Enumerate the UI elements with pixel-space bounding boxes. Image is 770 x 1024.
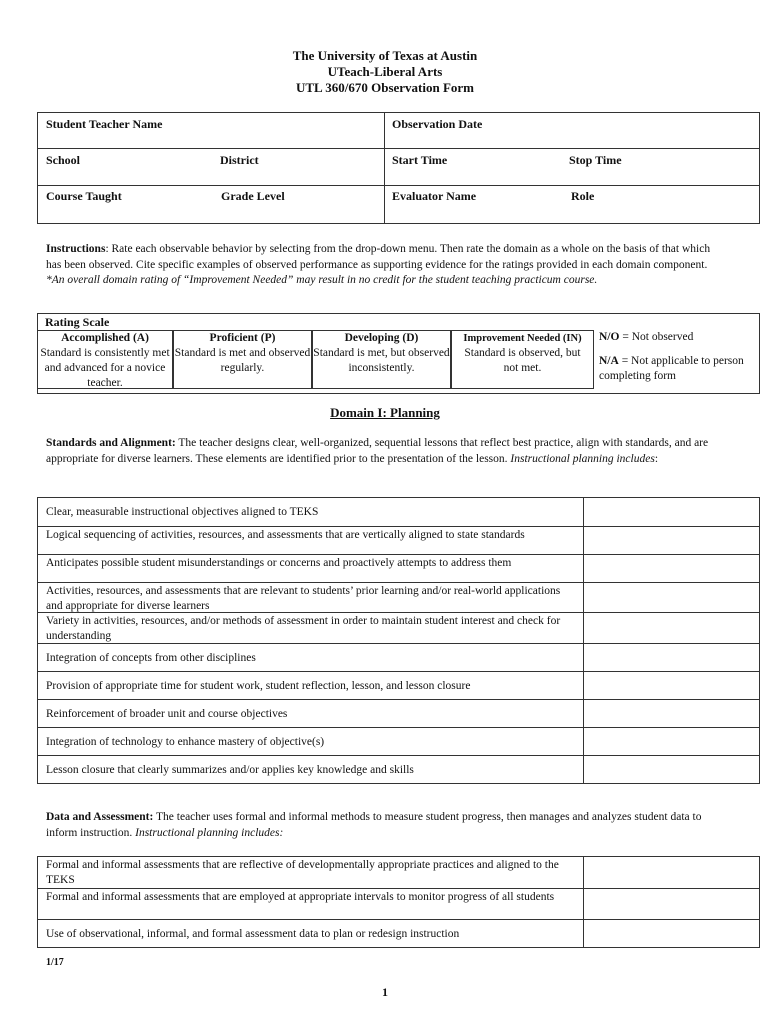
criteria-row	[38, 643, 759, 671]
role-field[interactable]: Role	[571, 189, 595, 203]
start-time-field[interactable]: Start Time	[392, 153, 448, 167]
page-number: 1	[382, 985, 388, 999]
instructions-note: *An overall domain rating of “Improvement Needed” may result in no credit for the student teaching practicum course.	[46, 274, 598, 286]
criteria-row	[38, 727, 759, 755]
criteria-row	[38, 671, 759, 699]
rating-dropdown[interactable]	[584, 920, 759, 947]
data-assessment-paragraph: Data and Assessment: The teacher uses formal and informal methods to measure student progress, then manages and analyzes student data to inform instruction. Instructional planning includes:	[46, 811, 702, 839]
rating-dropdown[interactable]	[584, 583, 759, 612]
evaluator-name-field[interactable]: Evaluator Name	[392, 189, 477, 203]
form-title: UTL 360/670 Observation Form	[295, 80, 475, 95]
rating-dropdown[interactable]	[584, 728, 759, 755]
criteria-text: Lesson closure that clearly summarizes and/or applies key knowledge and skills	[46, 764, 414, 776]
rating-dropdown[interactable]	[584, 857, 759, 888]
rating-dropdown[interactable]	[584, 527, 759, 554]
form-version: 1/17	[46, 957, 64, 968]
criteria-text: Activities, resources, and assessments that are relevant to students’ prior learning and/or real-world applications and appropriate for diverse learners	[46, 585, 561, 612]
criteria-text: Use of observational, informal, and formal assessment data to plan or redesign instruction	[46, 928, 460, 940]
criteria-row	[38, 526, 759, 554]
rating-scale-title: Rating Scale	[45, 315, 110, 329]
rating-na-legend: N/O = Not observed N/A = Not applicable to person completing form	[599, 331, 744, 382]
rating-proficient: Proficient (P) Standard is met and observed regularly.	[173, 330, 312, 389]
planning-criteria-table	[37, 497, 760, 784]
criteria-row	[38, 554, 759, 582]
criteria-row	[38, 612, 759, 643]
criteria-text: Logical sequencing of activities, resources, and assessments that are vertically aligned to state standards	[46, 529, 525, 541]
criteria-row	[38, 755, 759, 783]
observation-info-table	[37, 112, 760, 224]
rating-dropdown[interactable]	[584, 700, 759, 727]
criteria-row	[38, 498, 759, 526]
instructions-paragraph	[46, 242, 726, 289]
criteria-row	[38, 699, 759, 727]
rating-dropdown[interactable]	[584, 555, 759, 582]
rating-accomplished: Accomplished (A) Standard is consistently met and advanced for a novice teacher.	[38, 330, 173, 389]
rating-dropdown[interactable]	[584, 889, 759, 919]
domain-title: Domain I: Planning	[330, 405, 440, 420]
data-assessment-criteria-table	[37, 856, 760, 948]
criteria-text: Reinforcement of broader unit and course objectives	[46, 708, 288, 720]
observation-date-field[interactable]: Observation Date	[392, 117, 483, 131]
criteria-text: Clear, measurable instructional objectives aligned to TEKS	[46, 506, 319, 518]
criteria-text: Anticipates possible student misunderstandings or concerns and proactively attempts to address them	[46, 557, 512, 569]
criteria-row	[38, 582, 759, 612]
school-field[interactable]: School	[46, 153, 81, 167]
student-teacher-name-field[interactable]: Student Teacher Name	[46, 117, 163, 131]
rating-dropdown[interactable]	[584, 756, 759, 783]
instructions-text: : Rate each observable behavior by selecting from the drop-down menu. Then rate the domain as a whole on the basis of that which has been observed. Cite specific examples of observed performance as supporting evidence for the ratings provided in each domain component.	[46, 243, 711, 271]
stop-time-field[interactable]: Stop Time	[569, 153, 622, 167]
rating-developing: Developing (D) Standard is met, but observed inconsistently.	[312, 330, 451, 389]
rating-dropdown[interactable]	[584, 613, 759, 643]
grade-level-field[interactable]: Grade Level	[221, 189, 285, 203]
criteria-text: Variety in activities, resources, and/or methods of assessment in order to maintain student interest and check for understanding	[46, 615, 561, 642]
criteria-text: Provision of appropriate time for student work, student reflection, lesson, and lesson closure	[46, 680, 471, 692]
criteria-text: Integration of concepts from other disciplines	[46, 652, 256, 664]
rating-improvement-needed: Improvement Needed (IN) Standard is observed, but not met.	[451, 330, 594, 389]
criteria-text: Integration of technology to enhance mastery of objective(s)	[46, 736, 325, 748]
rating-scale	[37, 313, 760, 394]
standards-paragraph: Standards and Alignment: The teacher designs clear, well-organized, sequential lessons that reflect best practice, align with standards, and are appropriate for diverse learners. These elements are identified prior to the presentation of the lesson. Instructional planning includes:	[46, 437, 709, 465]
rating-dropdown[interactable]	[584, 672, 759, 699]
criteria-row	[38, 919, 759, 947]
rating-dropdown[interactable]	[584, 498, 759, 526]
district-field[interactable]: District	[220, 153, 259, 167]
instructions-label: Instructions	[46, 243, 106, 255]
program-title: UTeach-Liberal Arts	[327, 64, 443, 79]
criteria-text: Formal and informal assessments that are reflective of developmentally appropriate practices and aligned to the TEKS	[46, 859, 559, 886]
criteria-row	[38, 888, 759, 919]
criteria-row	[38, 857, 759, 888]
course-taught-field[interactable]: Course Taught	[46, 189, 122, 203]
university-title: The University of Texas at Austin	[292, 48, 478, 63]
rating-dropdown[interactable]	[584, 644, 759, 671]
criteria-text: Formal and informal assessments that are employed at appropriate intervals to monitor progress of all students	[46, 891, 555, 903]
